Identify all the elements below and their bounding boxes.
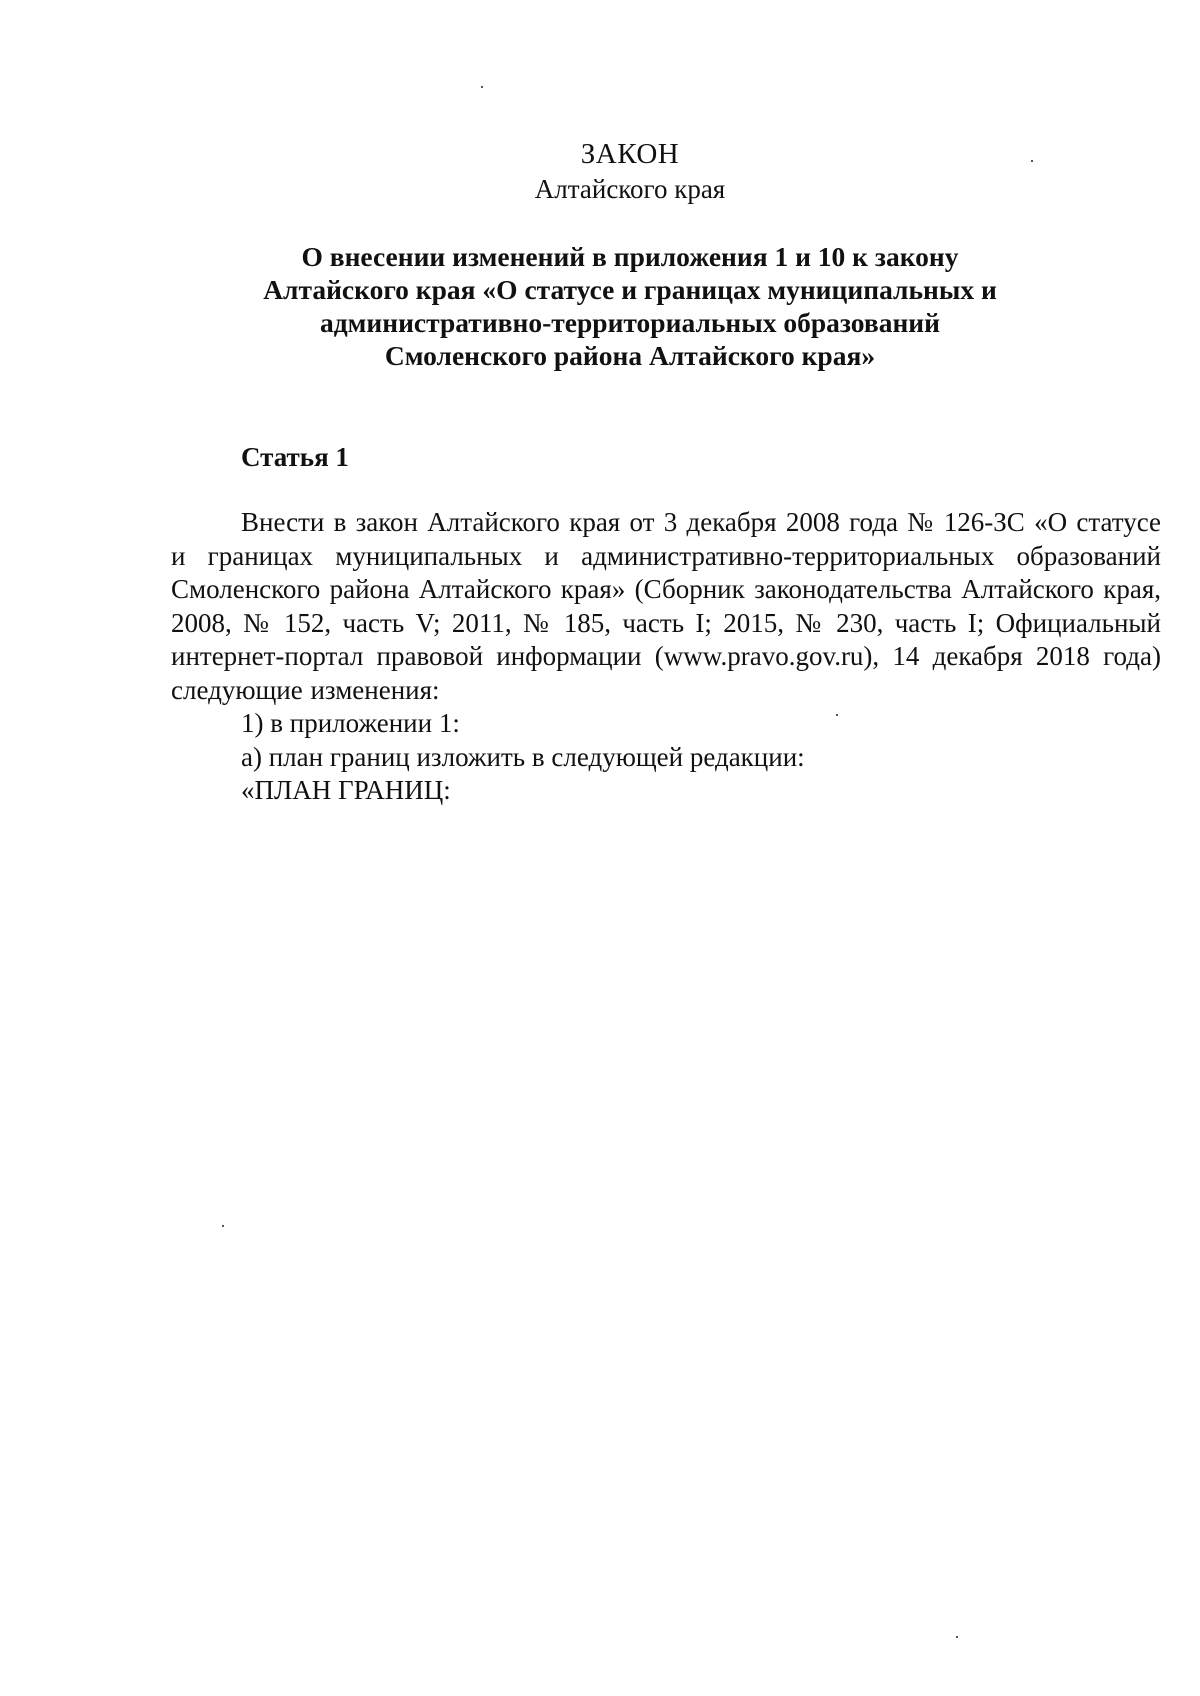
title-line: Алтайского края «О статусе и границах муниципальных и: [263, 274, 997, 305]
scan-speck: [836, 714, 838, 716]
list-subitem: а) план границ изложить в следующей редакции:: [241, 741, 805, 772]
plan-heading: «ПЛАН ГРАНИЦ:: [241, 775, 451, 805]
article-heading: Статья 1: [241, 442, 349, 472]
scan-speck: [222, 1225, 224, 1227]
document-region: Алтайского края: [534, 174, 726, 204]
article-body: [171, 506, 1161, 808]
document-header: [0, 136, 1200, 206]
title-line: О внесении изменений в приложения 1 и 10 к закону: [301, 241, 959, 272]
list-item: 1) в приложении 1:: [241, 708, 460, 738]
document-title: [0, 240, 1200, 372]
document-type: ЗАКОН: [580, 138, 680, 170]
scan-speck: [1031, 160, 1033, 162]
scan-speck: [481, 86, 483, 88]
title-line: административно-территориальных образований: [320, 307, 940, 338]
scan-speck: [956, 1636, 958, 1638]
title-line: Смоленского района Алтайского края»: [384, 340, 876, 371]
main-paragraph: Внести в закон Алтайского края от 3 декабря 2008 года № 126-ЗС «О статусе и границах муниципальных и административно-территориальных образований Смоленского района Алтайского края» (Сборник законодательства Алтайского края, 2008, № 152, часть V; 2011, № 185, часть I; 2015, № 230, часть I; Официальный интернет-портал правовой информации (www.pravo.gov.ru), 14 декабря 2018 года) следующие изменения:: [171, 507, 1161, 705]
